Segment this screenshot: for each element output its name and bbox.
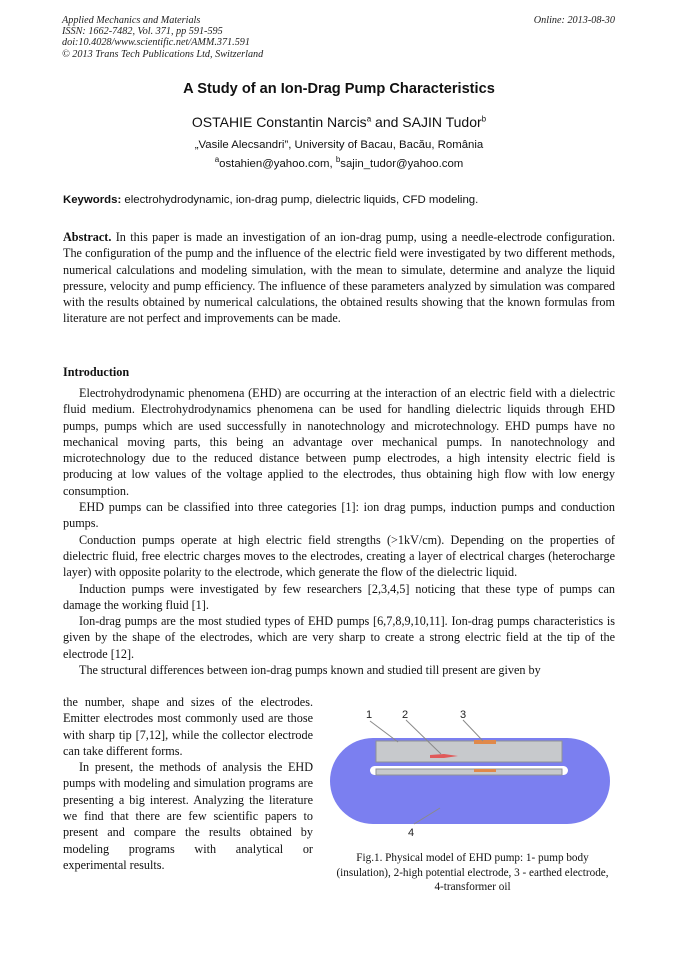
abstract-label: Abstract. xyxy=(63,230,112,244)
online-date: Online: 2013-08-30 xyxy=(533,15,615,26)
figure-label-2: 2 xyxy=(402,709,409,721)
intro-paragraph: Induction pumps were investigated by few researchers [2,3,4,5] noticing that these type of pumps can damage the working fluid [1]. xyxy=(63,581,615,612)
email-b-sup: b xyxy=(335,155,341,165)
intro-paragraph: Ion-drag pumps are the most studied types of EHD pumps [6,7,8,9,10,11]. Ion-drag pumps characteristics is given by the shape of the electrodes, which are very sharp to create a strong electric field at the tip of the electrode [12]. xyxy=(63,614,615,661)
intro-paragraph: EHD pumps can be classified into three categories [1]: ion drag pumps, induction pumps and conduction pumps. xyxy=(63,500,615,531)
journal-copyright: © 2013 Trans Tech Publications Ltd, Switzerland xyxy=(62,48,264,60)
intro-paragraph: The structural differences between ion-drag pumps known and studied till present are given by xyxy=(79,663,541,678)
email-a[interactable]: ostahien@yahoo.com, xyxy=(219,158,336,170)
email-b[interactable]: sajin_tudor@yahoo.com xyxy=(340,158,464,170)
figure-caption: Fig.1. Physical model of EHD pump: 1- pump body (insulation), 2-high potential electrode, 3 - earthed electrode, 4-transformer oil xyxy=(336,852,609,893)
journal-header xyxy=(62,15,263,60)
author-and: and xyxy=(371,114,403,130)
introduction-body xyxy=(63,385,615,678)
email-line xyxy=(0,155,678,170)
paper-title: A Study of an Ion-Drag Pump Characteristics xyxy=(183,81,495,97)
keywords xyxy=(63,194,618,206)
figure-label-3: 3 xyxy=(460,709,467,721)
channel-wall-bottom xyxy=(376,769,562,775)
earthed-electrode-top xyxy=(474,740,496,744)
author-1: OSTAHIE Constantin Narcis xyxy=(191,114,367,130)
intro-paragraph: Electrohydrodynamic phenomena (EHD) are occurring at the interaction of an electric field with a dielectric fluid medium. Electrohydrodynamics phenomena can be used for handling dielectric liquids through EHD pumps, pumps which are used successfully in nanotechnology and microtechnology. EHD pumps have no mechanical moving parts, this being an advantage over mechanical pumps. In nanotechnology and microtechnology due to the reduced distance between pump electrodes, a high intensity electric field is producing at low values of the voltage applied to the electrodes, thus obtaining high flow with low energy consumption. xyxy=(63,386,615,498)
author-2: SAJIN Tudor xyxy=(402,114,482,130)
author-line xyxy=(0,114,678,130)
channel-wall-top xyxy=(376,741,562,762)
keywords-text: electrohydrodynamic, ion-drag pump, dielectric liquids, CFD modeling. xyxy=(121,194,479,206)
intro-left-column xyxy=(63,694,313,873)
affiliation: „Vasile Alecsandri”, University of Bacau, Bacău, România xyxy=(194,139,484,151)
keywords-label: Keywords: xyxy=(63,194,122,206)
figure-label-4: 4 xyxy=(408,827,415,839)
abstract-text: In this paper is made an investigation of an ion-drag pump, using a needle-electrode configuration. The configuration of the pump and the influence of the electric field were investigated by two different methods, numerical calculations and modeling simulation, with the mean to simulate, determine and analyze the liquid pressure, velocity and pump efficiency. The influence of these parameters analyzed by simulation was compared with the results obtained by numerical calculations, the obtained results showing that the known formulas from literature are not perfect and improvements can be made. xyxy=(63,230,615,326)
intro-column-paragraph: the number, shape and sizes of the electrodes. Emitter electrodes most commonly used are those with sharp tip [7,12], while the collector electrode can take different forms. xyxy=(63,695,313,758)
section-heading-introduction: Introduction xyxy=(63,365,130,379)
author-2-sup: b xyxy=(481,114,487,124)
journal-name: Applied Mechanics and Materials xyxy=(62,15,201,26)
figure-label-1: 1 xyxy=(366,709,373,721)
journal-issn: ISSN: 1662-7482, Vol. 371, pp 591-595 xyxy=(62,26,223,38)
author-1-sup: a xyxy=(366,114,372,124)
journal-doi[interactable]: doi:10.4028/www.scientific.net/AMM.371.591 xyxy=(62,37,250,49)
intro-paragraph: Conduction pumps operate at high electric field strengths (>1kV/cm). Depending on the properties of dielectric fluid, free electric charges moves to the electrodes, creating a layer of electrical charges (heterocharge layer) with opposite polarity to the electrode, which generate the flow of the dielectric liquid. xyxy=(63,532,615,580)
earthed-electrode-bottom xyxy=(474,769,496,772)
intro-column-paragraph: In present, the methods of analysis the EHD pumps with modeling and simulation programs are presenting a big interest. Analyzing the literature we find that there are few scientific papers to present and compare the results obtained by modeling programs with analytical or experimental results. xyxy=(63,760,313,872)
email-a-sup: a xyxy=(214,155,220,165)
abstract xyxy=(63,229,615,327)
leader-line-3 xyxy=(463,720,483,741)
